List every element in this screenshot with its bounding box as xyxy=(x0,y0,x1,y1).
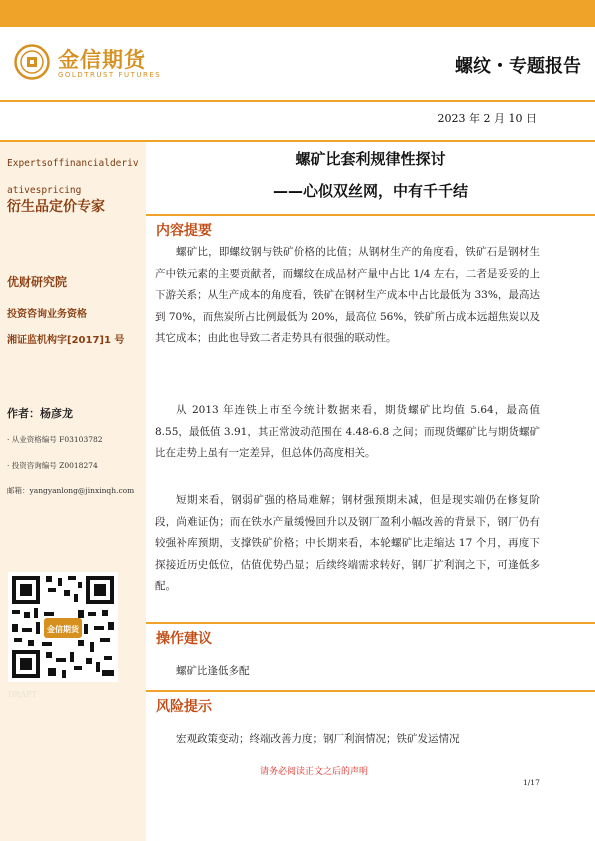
page-number: 1/17 xyxy=(523,778,540,787)
advice-heading: 操作建议 xyxy=(156,631,212,647)
report-title: 螺矿比套利规律性探讨 xyxy=(295,150,446,168)
brand-name: 金信期货 xyxy=(58,48,146,72)
summary-paragraph: 短期来看，钢弱矿强的格局难解；钢材强预期未减，但是现实端仍在修复阶段，尚难证伪；而在铁水产量缓慢回升以及钢厂盈利小幅改善的背景下，钢厂仍有较强补库预期，支撑铁矿价格；中长期来看，本轮螺矿比走缩达 17 个月，再度下探接近历史低位，估值优势凸显；后续终端需求转好，钢厂扩利润之下，可逢低多配。 xyxy=(155,494,540,592)
author-name: 作者：杨彦龙 xyxy=(7,407,73,420)
risk-text: 宏观政策变动；终端改善力度；钢厂利润情况；铁矿发运情况 xyxy=(176,733,460,745)
sidebar-tagline-english: Expertsoffinancialderivativespricing xyxy=(7,158,139,196)
summary-section-header xyxy=(146,214,595,240)
practice-certificate-number: · 从业资格编号 F03103782 xyxy=(7,435,103,444)
brand-name-english: GOLDTRUST FUTURES xyxy=(58,71,162,79)
author-email: 邮箱：yangyanlong@jinxinqh.com xyxy=(7,486,135,495)
report-type-title: 螺纹・专题报告 xyxy=(455,56,581,77)
qualification-line: 投资咨询业务资格 xyxy=(7,309,87,320)
summary-paragraph: 螺矿比，即螺纹钢与铁矿价格的比值；从钢材生产的角度看，铁矿石是钢材生产中铁元素的主要贡献者，而螺纹在成品材产量中占比 1/4 左右，二者是妥妥的上下游关系；从生产成本的角度看，铁矿在钢材生产成本中占比最低为 33%，最高达到 70%，而焦炭所占比例最低为 20%，最高位 56%，铁矿所占成本远超焦炭以及其它成本；由此也导致二者走势具有很强的联动性。 xyxy=(155,246,540,344)
sidebar-tagline-chinese: 衍生品定价专家 xyxy=(7,199,105,215)
goldtrust-logo-icon xyxy=(14,44,50,80)
report-subtitle: ——心似双丝网，中有千千结 xyxy=(272,182,468,200)
advice-text: 螺矿比逢低多配 xyxy=(176,665,250,677)
license-number: 湘证监机构字[2017]1 号 xyxy=(7,335,125,346)
sidebar-watermark: DRAFT xyxy=(8,690,38,699)
research-institute: 优财研究院 xyxy=(7,275,68,289)
qr-code-icon xyxy=(8,572,118,682)
risk-section-header xyxy=(146,690,595,716)
disclaimer-notice: 请务必阅读正文之后的声明 xyxy=(260,767,369,777)
summary-paragraph: 从 2013 年连铁上市至今统计数据来看，期货螺矿比均值 5.64，最高值 8.55，最低值 3.91，其正常波动范围在 4.48-6.8 之间；而现货螺矿比与期货螺矿比在走势上虽有一定差异，但总体仍高度相关。 xyxy=(155,404,540,459)
qr-badge-text: 金信期货 xyxy=(47,625,79,634)
advisory-certificate-number: · 投资咨询编号 Z0018274 xyxy=(7,461,98,470)
advice-section-header xyxy=(146,622,595,648)
header-divider xyxy=(0,100,595,102)
report-date: 2023 年 2 月 10 日 xyxy=(437,112,537,125)
summary-heading: 内容提要 xyxy=(156,223,212,239)
risk-heading: 风险提示 xyxy=(156,699,212,715)
top-accent-bar xyxy=(0,0,595,27)
